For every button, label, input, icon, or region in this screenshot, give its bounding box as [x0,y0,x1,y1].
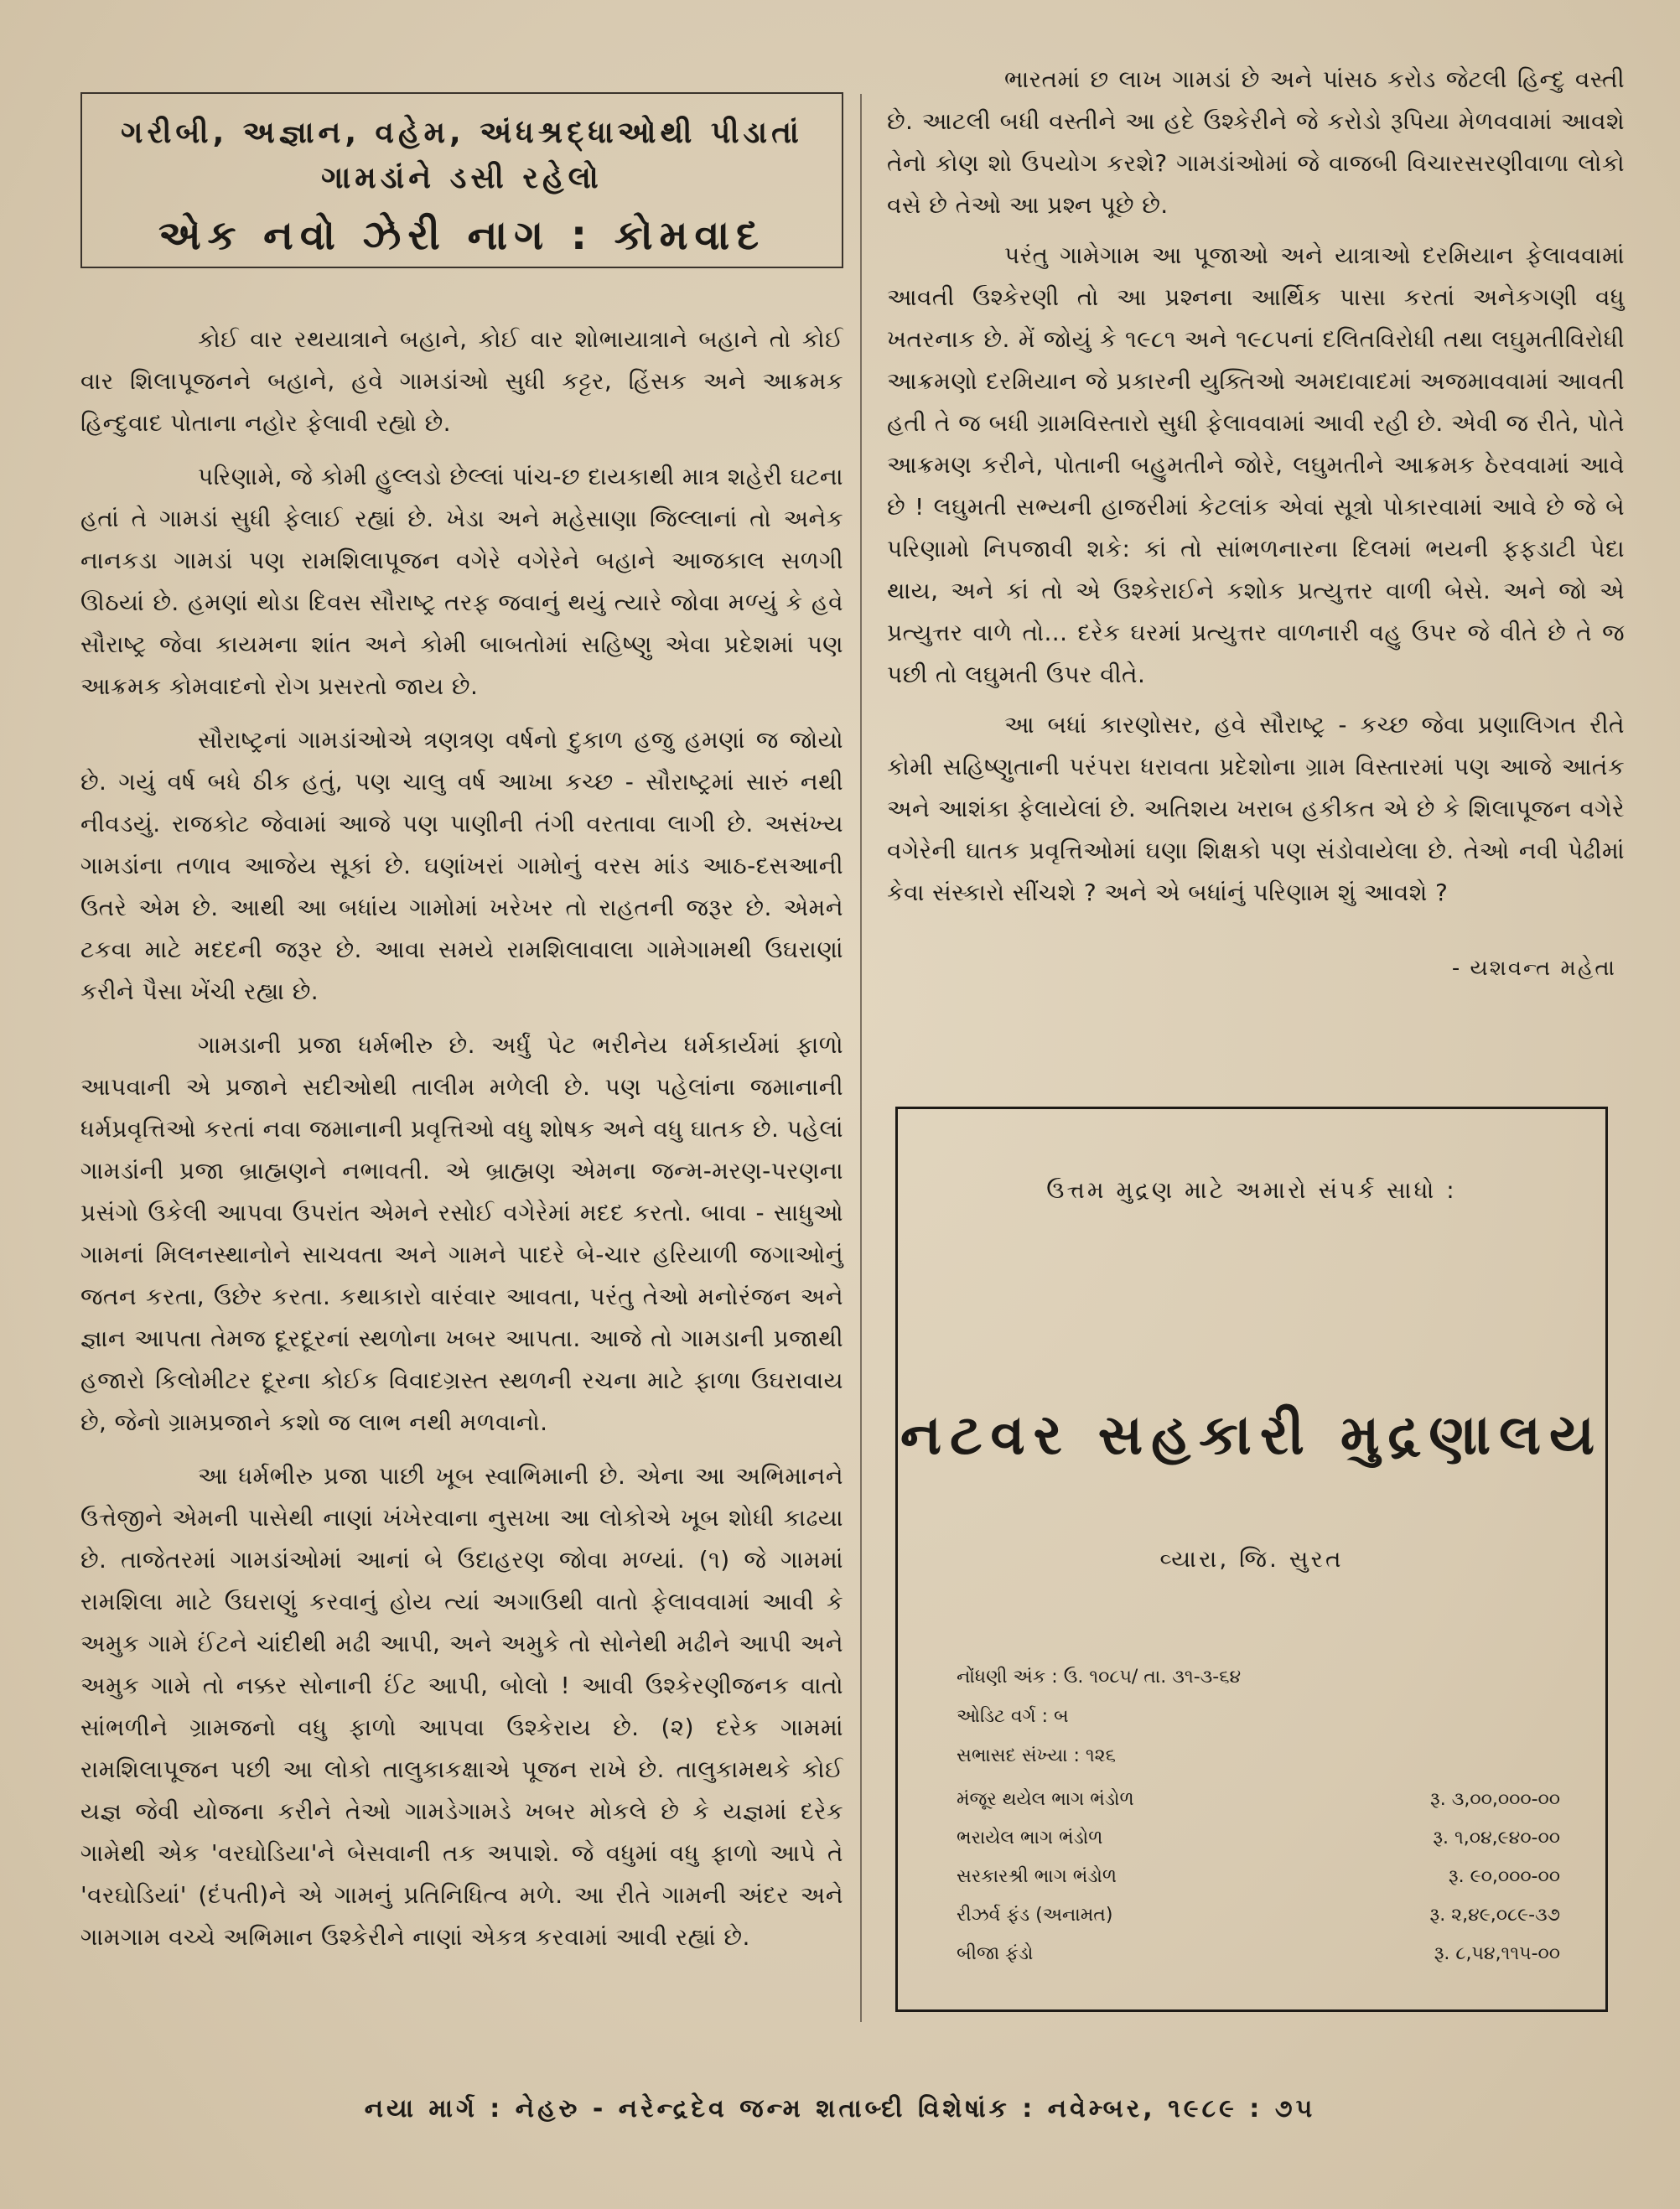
column-divider [860,94,862,2022]
article-paragraph: ગામડાની પ્રજા ધર્મભીરુ છે. અર્ધું પેટ ભરીનેય ધર્મકાર્યમાં ફાળો આપવાની એ પ્રજાને સદીઓથી તાલીમ મળેલી છે. પણ પહેલાંના જમાનાની ધર્મપ્રવૃત્તિઓ કરતાં નવા જમાનાની પ્રવૃત્તિઓ વધુ શોષક અને વધુ ઘાતક છે. પહેલાં ગામડાંની પ્રજા બ્રાહ્મણને નભાવતી. એ બ્રાહ્મણ એમના જન્મ-મરણ-પરણના પ્રસંગો ઉકેલી આપવા ઉપરાંત એમને રસોઈ વગેરેમાં મદદ કરતો. બાવા - સાધુઓ ગામનાં મિલનસ્થાનોને સાચવતા અને ગામને પાદરે બે-ચાર હરિયાળી જગાઓનું જતન કરતા, ઉછેર કરતા. કથાકારો વારંવાર આવતા, પરંતુ તેઓ મનોરંજન અને જ્ઞાન આપતા તેમજ દૂરદૂરનાં સ્થળોના ખબર આપતા. આજે તો ગામડાની પ્રજાથી હજારો કિલોમીટર દૂરના કોઈક વિવાદગ્રસ્ત સ્થળની રચના માટે ફાળા ઉઘરાવાય છે, જેનો ગ્રામપ્રજાને કશો જ લાભ નથી મળવાનો. [80,1031,843,1436]
finance-label: ભરાયેલ ભાગ ભંડોળ [957,1827,1103,1849]
finance-label: રીઝર્વ ફંડ (અનામત) [957,1904,1113,1926]
article-paragraph: આ બધાં કારણોસર, હવે સૌરાષ્ટ્ર - કચ્છ જેવા પ્રણાલિગત રીતે કોમી સહિષ્ણુતાની પરંપરા ધરાવતા પ્રદેશોના ગ્રામ વિસ્તારમાં પણ આજે આતંક અને આશંકા ફેલાયેલાં છે. અતિશય ખરાબ હકીકત એ છે કે શિલાપૂજન વગેરે વગેરેની ઘાતક પ્રવૃત્તિઓમાં ઘણા શિક્ષકો પણ સંડોવાયેલા છે. તેઓ નવી પેઢીમાં કેવા સંસ્કારો સીંચશે ? અને એ બધાંનું પરિણામ શું આવશે ? [887,711,1625,906]
ad-registration: નોંધણી અંક : ઉ. ૧૦૮૫/ તા. ૩૧-૩-૬૪ [957,1667,1242,1688]
finance-amount: રૂ. ૩,૦૦,૦૦૦-૦૦ [1430,1788,1560,1810]
author-signature: - યશવન્ત મહેતા [1451,956,1616,981]
finance-amount: રૂ. ૨,૪૯,૦૮૯-૩૭ [1429,1904,1560,1926]
headline-line-2: ગામડાંને ડસી રહેલો [321,161,603,195]
article-paragraph: આ ધર્મભીરુ પ્રજા પાછી ખૂબ સ્વાભિમાની છે. એના આ અભિમાનને ઉત્તેજીને એમની પાસેથી નાણાં ખંખેરવાના નુસખા આ લોકોએ ખૂબ શોધી કાઢયા છે. તાજેતરમાં ગામડાંઓમાં આનાં બે ઉદાહરણ જોવા મળ્યાં. (૧) જે ગામમાં રામશિલા માટે ઉઘરાણું કરવાનું હોય ત્યાં અગાઉથી વાતો ફેલાવવામાં આવી કે અમુક ગામે ઈંટને ચાંદીથી મઢી આપી, અને અમુકે તો સોનેથી મઢીને આપી અને અમુક ગામે તો નક્કર સોનાની ઈંટ આપી, બોલો ! આવી ઉશ્કેરણીજનક વાતો સાંભળીને ગ્રામજનો વધુ ફાળો આપવા ઉશ્કેરાય છે. (૨) દરેક ગામમાં રામશિલાપૂજન પછી આ લોકો તાલુકાકક્ષાએ પૂજન રાખે છે. તાલુકામથકે કોઈ યજ્ઞ જેવી યોજના કરીને તેઓ ગામડેગામડે ખબર મોકલે છે કે યજ્ઞમાં દરેક ગામેથી એક 'વરઘોડિયા'ને બેસવાની તક અપાશે. જે વધુમાં વધુ ફાળો આપે તે 'વરઘોડિયાં' (દંપતી)ને એ ગામનું પ્રતિનિધિત્વ મળે. આ રીતે ગામની અંદર અને ગામગામ વચ્ચે અભિમાન ઉશ્કેરીને નાણાં એકત્ર કરવામાં આવી રહ્યાં છે. [80,1462,843,1951]
ad-location: વ્યારા, જિ. સુરત [1159,1545,1344,1573]
article-paragraph: ભારતમાં છ લાખ ગામડાં છે અને પાંસઠ કરોડ જેટલી હિન્દુ વસ્તી છે. આટલી બધી વસ્તીને આ હદે ઉશ્કેરીને જે કરોડો રૂપિયા મેળવવામાં આવશે તેનો કોણ શો ઉપયોગ કરશે? ગામડાંઓમાં જે વાજબી વિચારસરણીવાળા લોકો વસે છે તેઓ આ પ્રશ્ન પૂછે છે. [887,65,1625,219]
article-paragraph: કોઈ વાર રથયાત્રાને બહાને, કોઈ વાર શોભાયાત્રાને બહાને તો કોઈ વાર શિલાપૂજનને બહાને, હવે ગામડાંઓ સુધી કટ્ટર, હિંસક અને આક્રમક હિન્દુવાદ પોતાના નહોર ફેલાવી રહ્યો છે. [80,325,843,437]
finance-row [957,1818,1560,1857]
advertisement-box [895,1107,1608,2012]
finance-amount: રૂ. ૯૦,૦૦૦-૦૦ [1448,1865,1560,1887]
left-column [80,92,843,1970]
finance-row [957,1895,1560,1934]
finance-amount: રૂ. ૧,૦૪,૯૪૦-૦૦ [1433,1827,1560,1849]
ad-members: સભાસદ સંખ્યા : ૧૨૬ [957,1745,1116,1766]
article-paragraph: સૌરાષ્ટ્રનાં ગામડાંઓએ ત્રણત્રણ વર્ષનો દુકાળ હજુ હમણાં જ જોયો છે. ગયું વર્ષ બધે ઠીક હતું, પણ ચાલુ વર્ષ આખા કચ્છ - સૌરાષ્ટ્રમાં સારું નથી નીવડયું. રાજકોટ જેવામાં આજે પણ પાણીની તંગી વરતાવા લાગી છે. અસંખ્ય ગામડાંના તળાવ આજેય સૂકાં છે. ઘણાંખરાં ગામોનું વરસ માંડ આઠ-દસઆની ઉતરે એમ છે. આથી આ બધાંય ગામોમાં ખરેખર તો રાહતની જરૂર છે. એમને ટકવા માટે મદદની જરૂર છે. આવા સમયે રામશિલાવાલા ગામેગામથી ઉઘરાણાં કરીને પૈસા ખેંચી રહ્યા છે. [80,726,843,1005]
headline-title: એક નવો ઝેરી નાગ : કોમવાદ [158,212,766,259]
headline-box [80,92,843,268]
finance-row [957,1934,1560,1973]
right-column [887,59,1625,989]
finance-row [957,1780,1560,1818]
page-footer: નયા માર્ગ : નેહરુ - નરેન્દ્રદેવ જન્મ શતાબ્દી વિશેષાંક : નવેમ્બર, ૧૯૮૯ : ૭૫ [364,2094,1316,2123]
finance-table [957,1780,1560,1973]
finance-label: સરકારશ્રી ભાગ ભંડોળ [957,1865,1117,1887]
ad-audit-class: ઓડિટ વર્ગ : બ [957,1706,1069,1727]
headline-line-1: ગરીબી, અજ્ઞાન, વહેમ, અંધશ્રદ્ધાઓથી પીડાતાં [121,116,803,150]
finance-amount: રૂ. ૮,૫૪,૧૧૫-૦૦ [1434,1942,1560,1964]
finance-label: બીજા ફંડો [957,1942,1034,1964]
article-paragraph: પરિણામે, જે કોમી હુલ્લડો છેલ્લાં પાંચ-છ દાયકાથી માત્ર શહેરી ઘટના હતાં તે ગામડાં સુધી ફેલાઈ રહ્યાં છે. ખેડા અને મહેસાણા જિલ્લાનાં તો અનેક નાનકડા ગામડાં પણ રામશિલાપૂજન વગેરે વગેરેને બહાને આજકાલ સળગી ઊઠયાં છે. હમણાં થોડા દિવસ સૌરાષ્ટ્ર તરફ જવાનું થયું ત્યારે જોવા મળ્યું કે હવે સૌરાષ્ટ્ર જેવા કાયમના શાંત અને કોમી બાબતોમાં સહિષ્ણુ એવા પ્રદેશમાં પણ આક્રમક કોમવાદનો રોગ પ્રસરતો જાય છે. [80,463,843,700]
finance-row [957,1857,1560,1895]
finance-label: મંજૂર થયેલ ભાગ ભંડોળ [957,1788,1134,1810]
article-paragraph: પરંતુ ગામેગામ આ પૂજાઓ અને યાત્રાઓ દરમિયાન ફેલાવવામાં આવતી ઉશ્કેરણી તો આ પ્રશ્નના આર્થિક પાસા કરતાં અનેકગણી વધુ ખતરનાક છે. મેં જોયું કે ૧૯૮૧ અને ૧૯૮૫નાં દલિતવિરોધી તથા લઘુમતીવિરોધી આક્રમણો દરમિયાન જે પ્રકારની યુક્તિઓ અમદાવાદમાં અજમાવવામાં આવતી હતી તે જ બધી ગ્રામવિસ્તારો સુધી ફેલાવવામાં આવી રહી છે. એવી જ રીતે, પોતે આક્રમણ કરીને, પોતાની બહુમતીને જોરે, લઘુમતીને આક્રમક ઠેરવવામાં આવે છે ! લઘુમતી સભ્યની હાજરીમાં કેટલાંક એવાં સૂત્રો પોકારવામાં આવે છે જે બે પરિણામો નિપજાવી શકે: કાં તો સાંભળનારના દિલમાં ભયની ફફડાટી પેદા થાય, અને કાં તો એ ઉશ્કેરાઈને કશોક પ્રત્યુત્તર વાળી બેસે. અને જો એ પ્રત્યુત્તર વાળે તો... દરેક ઘરમાં પ્રત્યુત્તર વાળનારી વહુ ઉપર જે વીતે છે તે જ પછી તો લઘુમતી ઉપર વીતે. [887,241,1625,688]
ad-press-name: નટવર સહકારી મુદ્રણાલય [900,1403,1604,1467]
ad-contact-line: ઉત્તમ મુદ્રણ માટે અમારો સંપર્ક સાધો : [1046,1176,1457,1204]
